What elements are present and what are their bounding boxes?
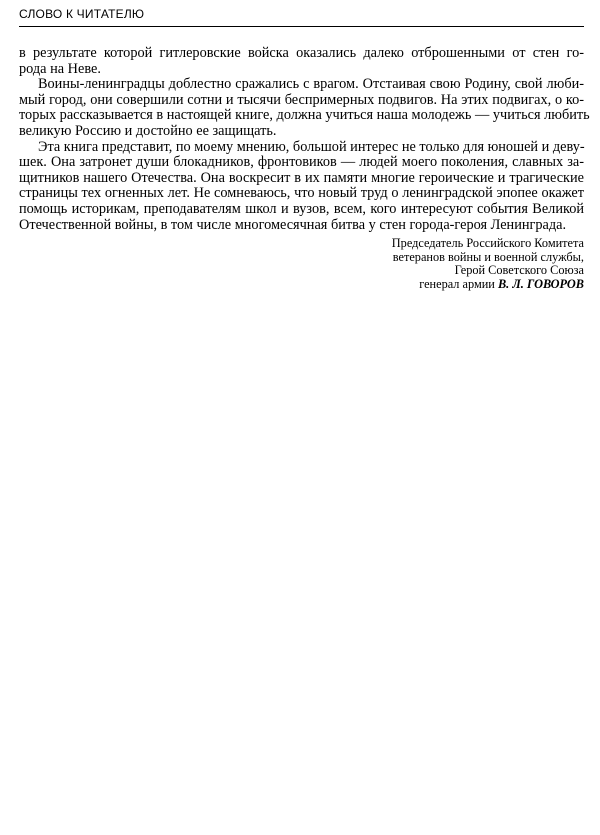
signature-rank-line — [254, 278, 584, 292]
header-title: СЛОВО К ЧИТАТЕЛЮ — [19, 7, 145, 21]
signature-rank: генерал армии — [419, 276, 495, 291]
paragraph-2-line-1: Воины-ленинградцы доблестно сражались с врагом. Отстаивая свою Родину, свой люби- — [38, 76, 584, 93]
signature-name: В. Л. ГОВОРОВ — [497, 276, 584, 291]
body-text — [19, 45, 590, 233]
paragraph-3-line-3: щитников нашего Отечества. Она воскресит в их памяти многие героические и трагические — [19, 169, 584, 186]
paragraph-1-line-2: рода на Неве. — [19, 60, 101, 77]
paragraph-1-line-1: в результате которой гитлеровские войска оказались далеко отброшенными от стен го- — [19, 45, 584, 61]
signature-title-line-1: Председатель Российского Комитета — [391, 236, 584, 250]
signature-block — [254, 237, 584, 291]
paragraph-3-line-5: помощь историкам, преподавателям школ и вузов, всем, кого интересуют события Великой — [19, 200, 584, 217]
paragraph-2-line-3: торых рассказывается в настоящей книге, должна учиться наша молодежь — учиться любить — [19, 107, 590, 124]
header-rule — [19, 26, 584, 27]
running-header — [19, 6, 584, 28]
paragraph-3-line-1: Эта книга представит, по моему мнению, большой интерес не только для юношей и деву- — [38, 138, 585, 155]
paragraph-2-line-4: великую Россию и достойно ее защищать. — [19, 122, 277, 139]
paragraph-3-line-6: Отечественной войны, в том числе многомесячная битва у стен города-героя Ленинграда. — [19, 216, 567, 233]
signature-title-line-3: Герой Советского Союза — [454, 263, 584, 278]
paragraph-3-line-4: страницы тех огненных лет. Не сомневаюсь, что новый труд о ленинградской эпопее окажет — [19, 185, 584, 202]
signature-title-line-2: ветеранов войны и военной службы, — [392, 249, 584, 264]
paragraph-2-line-2: мый город, они совершили сотни и тысячи беспримерных подвигов. На этих подвигах, о ко- — [19, 91, 584, 108]
paragraph-3-line-2: шек. Она затронет души блокадников, фронтовиков — людей моего поколения, славных за- — [19, 154, 584, 171]
